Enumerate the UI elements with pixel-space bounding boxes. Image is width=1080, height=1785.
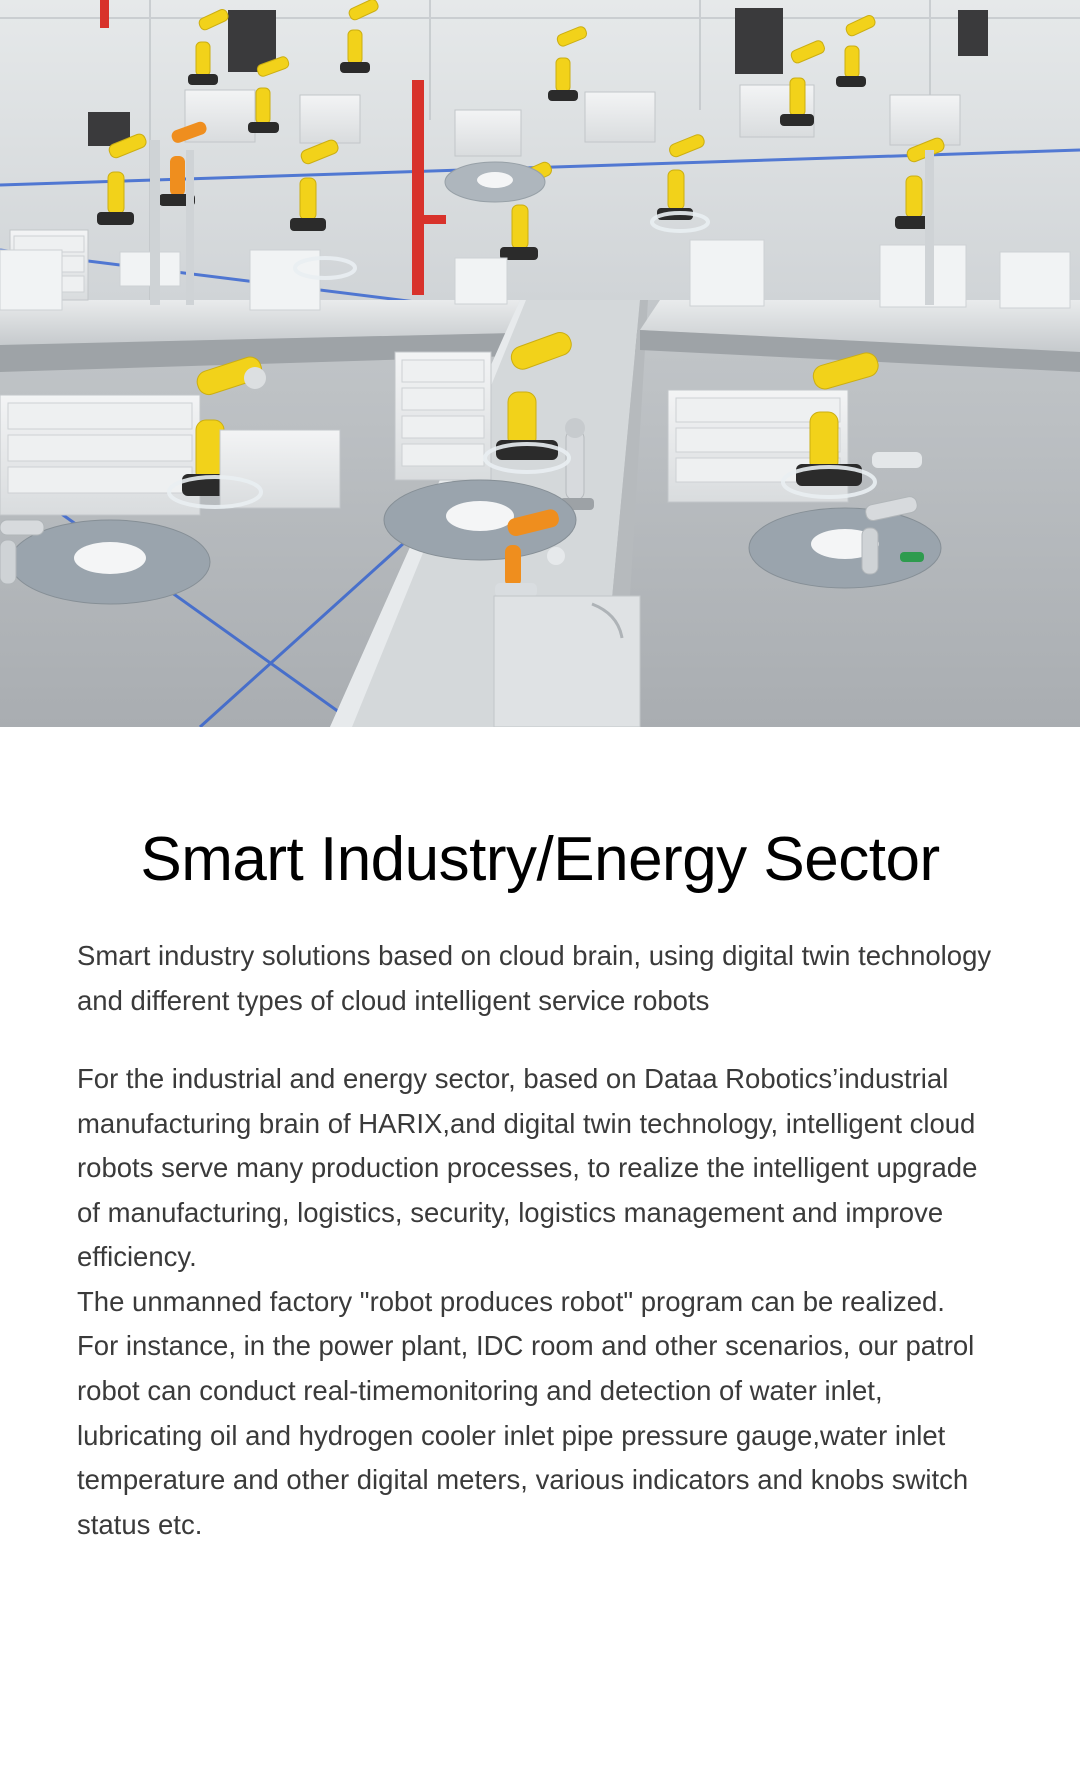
article-lede: Smart industry solutions based on cloud brain, using digital twin technology and different types of cloud intelligent service robots xyxy=(77,940,992,1016)
article-paragraph-1: For the industrial and energy sector, based on Dataa Robotics’industrial manufacturing brain of HARIX,and digital twin technology, intelligent cloud robots serve many production processes, to realize the intelligent upgrade of manufacturing, logistics, security, logistics management and improve efficiency. xyxy=(77,1063,978,1273)
equipment-cabinet xyxy=(958,10,988,56)
article-paragraph-3: For instance, in the power plant, IDC room and other scenarios, our patrol robot can conduct real-timemonitoring and detection of water inlet, lubricating oil and hydrogen cooler inlet pipe pressure gauge,water inlet temperature and other digital meters, various indicators and knobs switch status etc. xyxy=(77,1330,975,1540)
page-title: Smart Industry/Energy Sector xyxy=(140,825,940,894)
article-body xyxy=(75,934,1005,1547)
article-content xyxy=(0,727,1080,1547)
turntable-right xyxy=(749,508,941,588)
factory-robots-illustration xyxy=(0,0,1080,727)
machine-enclosure xyxy=(494,596,640,727)
article-paragraph-2: The unmanned factory "robot produces robot" program can be realized. xyxy=(77,1285,945,1317)
hero-image xyxy=(0,0,1080,727)
red-post xyxy=(412,80,424,295)
equipment-cabinet xyxy=(735,8,783,74)
